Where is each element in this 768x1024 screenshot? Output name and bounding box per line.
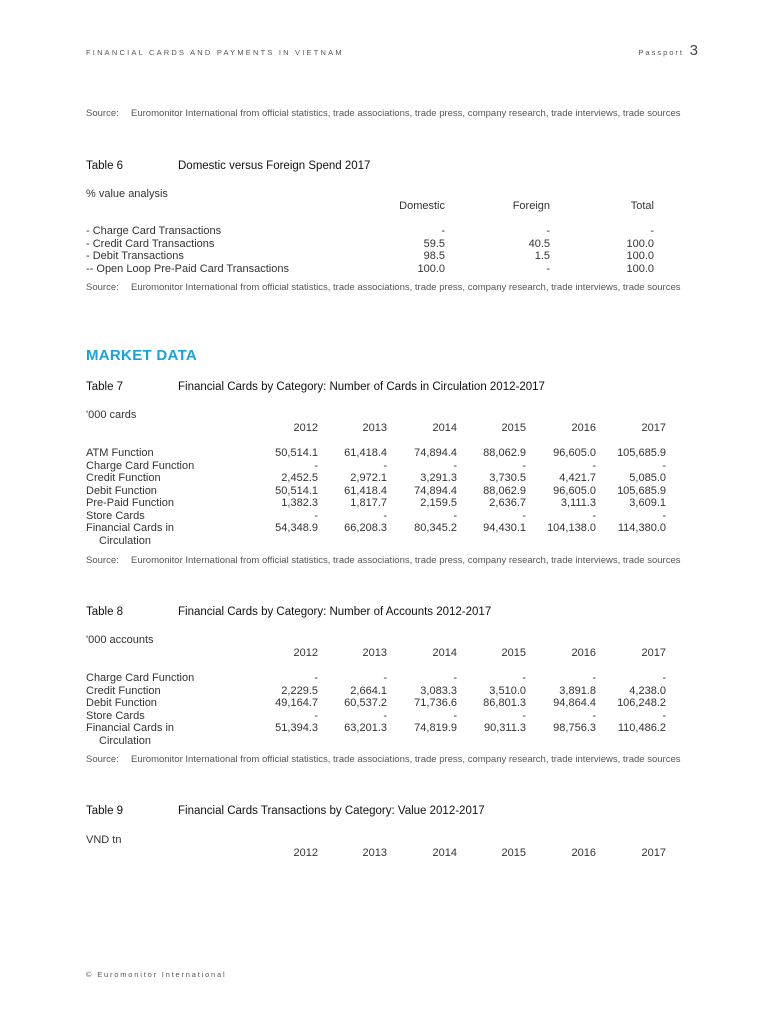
table-cell: 88,062.9 [483, 485, 526, 497]
brand-label: Passport [638, 48, 684, 57]
table-cell: 106,248.2 [617, 697, 666, 709]
table-cell: 49,164.7 [275, 697, 318, 709]
table-cell: 50,514.1 [275, 447, 318, 459]
row-label: Charge Card Function [86, 460, 195, 472]
table-cell: 114,380.0 [617, 522, 666, 534]
page-header [86, 44, 698, 64]
table-cell: 110,486.2 [617, 722, 666, 734]
table-cell: 3,891.8 [559, 685, 596, 697]
table-cell: - [662, 710, 666, 722]
column-header: 2014 [432, 647, 457, 659]
table-cell: 3,111.3 [560, 497, 596, 509]
table-cell: - [383, 460, 387, 472]
row-label: -- Open Loop Pre-Paid Card Transactions [86, 263, 289, 275]
column-header: 2016 [571, 847, 596, 859]
table-cell: - [662, 510, 666, 522]
table-cell: 50,514.1 [275, 485, 318, 497]
table-name: Domestic versus Foreign Spend 2017 [178, 160, 371, 172]
table-cell: 60,537.2 [344, 697, 387, 709]
table-cell: 98.5 [423, 250, 445, 262]
table-name: Financial Cards by Category: Number of Accounts 2012-2017 [178, 606, 492, 618]
table-cell: - [592, 510, 596, 522]
row-label: Debit Function [86, 485, 157, 497]
column-header: 2013 [362, 422, 387, 434]
table-cell: 3,730.5 [489, 472, 526, 484]
table-cell: - [314, 510, 318, 522]
column-header: 2015 [501, 847, 526, 859]
row-label: - Debit Transactions [86, 250, 184, 262]
source-note-3 [86, 555, 686, 566]
table-cell: 1,817.7 [350, 497, 387, 509]
column-header: 2013 [362, 847, 387, 859]
table-cell: - [662, 672, 666, 684]
table-name: Financial Cards Transactions by Category: Value 2012-2017 [178, 805, 485, 817]
row-label: Credit Function [86, 472, 161, 484]
row-label: Charge Card Function [86, 672, 195, 684]
table-cell: 2,229.5 [281, 685, 318, 697]
source-text: Euromonitor International from official statistics, trade associations, trade press, company research, trade interviews, trade sources [131, 555, 681, 566]
table-cell: 105,685.9 [617, 447, 666, 459]
table-cell: 100.0 [626, 238, 654, 250]
table-name: Financial Cards by Category: Number of Cards in Circulation 2012-2017 [178, 381, 545, 393]
table-cell: - [546, 263, 550, 275]
column-header: 2016 [571, 647, 596, 659]
source-note-2 [86, 282, 686, 293]
table-cell: 4,238.0 [629, 685, 666, 697]
column-header: 2017 [641, 422, 666, 434]
column-header: 2014 [432, 422, 457, 434]
table-cell: 54,348.9 [275, 522, 318, 534]
table-cell: 40.5 [528, 238, 550, 250]
column-header: Total [630, 200, 654, 212]
table-cell: - [522, 710, 526, 722]
table-cell: 90,311.3 [483, 722, 526, 734]
column-header: 2017 [641, 847, 666, 859]
table-cell: 61,418.4 [344, 485, 387, 497]
source-label: Source: [86, 754, 119, 765]
row-label: Financial Cards in Circulation [86, 722, 175, 747]
table-cell: 2,636.7 [489, 497, 526, 509]
row-label: Financial Cards in Circulation [86, 522, 175, 547]
column-header: 2013 [362, 647, 387, 659]
source-text: Euromonitor International from official statistics, trade associations, trade press, company research, trade interviews, trade sources [131, 282, 681, 293]
table-cell: - [522, 510, 526, 522]
table-cell: 100.0 [626, 263, 654, 275]
table-cell: 61,418.4 [344, 447, 387, 459]
table-cell: 63,201.3 [344, 722, 387, 734]
table-cell: - [592, 460, 596, 472]
table-cell: 2,452.5 [281, 472, 318, 484]
document-title: FINANCIAL CARDS AND PAYMENTS IN VIETNAM [86, 48, 344, 57]
table6-unit: % value analysis [86, 188, 168, 200]
table-cell: 2,159.5 [420, 497, 457, 509]
table-number: Table 7 [86, 381, 124, 393]
table-cell: - [522, 672, 526, 684]
row-label: Store Cards [86, 710, 145, 722]
column-header: 2015 [501, 422, 526, 434]
table-cell: - [546, 225, 550, 237]
source-note-4 [86, 754, 686, 765]
table-cell: 96,605.0 [553, 447, 596, 459]
table7-unit: '000 cards [86, 409, 137, 421]
table-cell: - [383, 710, 387, 722]
column-header: 2012 [293, 647, 318, 659]
table-cell: 51,394.3 [275, 722, 318, 734]
table-cell: 3,083.3 [420, 685, 457, 697]
row-label: - Credit Card Transactions [86, 238, 215, 250]
page-number: 3 [689, 42, 698, 59]
table-number: Table 9 [86, 805, 124, 817]
table-cell: - [453, 510, 457, 522]
source-label: Source: [86, 282, 119, 293]
table-cell: 74,819.9 [414, 722, 457, 734]
row-label: Debit Function [86, 697, 157, 709]
table-cell: - [662, 460, 666, 472]
column-header: 2016 [571, 422, 596, 434]
table-cell: - [522, 460, 526, 472]
table-cell: 100.0 [626, 250, 654, 262]
table-cell: 3,609.1 [629, 497, 666, 509]
table-cell: - [314, 460, 318, 472]
table-cell: - [453, 710, 457, 722]
column-header: 2017 [641, 647, 666, 659]
table-cell: 59.5 [423, 238, 445, 250]
table-cell: - [383, 510, 387, 522]
table-cell: 1.5 [534, 250, 550, 262]
source-text: Euromonitor International from official statistics, trade associations, trade press, company research, trade interviews, trade sources [131, 754, 681, 765]
table-cell: - [592, 710, 596, 722]
row-label: - Charge Card Transactions [86, 225, 222, 237]
table-cell: 3,510.0 [489, 685, 526, 697]
row-label: Pre-Paid Function [86, 497, 175, 509]
table-cell: - [453, 672, 457, 684]
table-cell: - [314, 672, 318, 684]
table-cell: 98,756.3 [553, 722, 596, 734]
table-cell: - [453, 460, 457, 472]
table-cell: 74,894.4 [414, 447, 457, 459]
table-cell: 2,972.1 [350, 472, 387, 484]
column-header: 2015 [501, 647, 526, 659]
table-cell: 74,894.4 [414, 485, 457, 497]
table-cell: 3,291.3 [420, 472, 457, 484]
table-cell: 105,685.9 [617, 485, 666, 497]
table-number: Table 6 [86, 160, 124, 172]
column-header: Domestic [399, 200, 445, 212]
row-label: Credit Function [86, 685, 161, 697]
table-cell: 104,138.0 [547, 522, 596, 534]
table-cell: 5,085.0 [629, 472, 666, 484]
table-cell: 88,062.9 [483, 447, 526, 459]
source-text: Euromonitor International from official statistics, trade associations, trade press, company research, trade interviews, trade sources [131, 108, 681, 119]
row-label: Store Cards [86, 510, 145, 522]
table-cell: - [592, 672, 596, 684]
table-cell: 80,345.2 [414, 522, 457, 534]
table-cell: 71,736.6 [414, 697, 457, 709]
table-cell: 100.0 [417, 263, 445, 275]
table-cell: 94,430.1 [483, 522, 526, 534]
page-footer: © Euromonitor International [86, 970, 227, 979]
row-label: ATM Function [86, 447, 154, 459]
table-cell: 4,421.7 [559, 472, 596, 484]
table-cell: - [650, 225, 654, 237]
table9-unit: VND tn [86, 834, 122, 846]
column-header: 2012 [293, 847, 318, 859]
table-cell: 94,864.4 [553, 697, 596, 709]
source-label: Source: [86, 555, 119, 566]
table-cell: - [314, 710, 318, 722]
table-cell: 2,664.1 [350, 685, 387, 697]
column-header: Foreign [512, 200, 550, 212]
table-number: Table 8 [86, 606, 124, 618]
column-header: 2014 [432, 847, 457, 859]
section-heading-market-data: MARKET DATA [86, 347, 198, 364]
source-note-1 [86, 108, 686, 119]
table-cell: 86,801.3 [483, 697, 526, 709]
source-label: Source: [86, 108, 119, 119]
table8-unit: '000 accounts [86, 634, 154, 646]
table-cell: 96,605.0 [553, 485, 596, 497]
table-cell: - [383, 672, 387, 684]
table-cell: 1,382.3 [281, 497, 318, 509]
table-cell: - [441, 225, 445, 237]
column-header: 2012 [293, 422, 318, 434]
table-cell: 66,208.3 [344, 522, 387, 534]
